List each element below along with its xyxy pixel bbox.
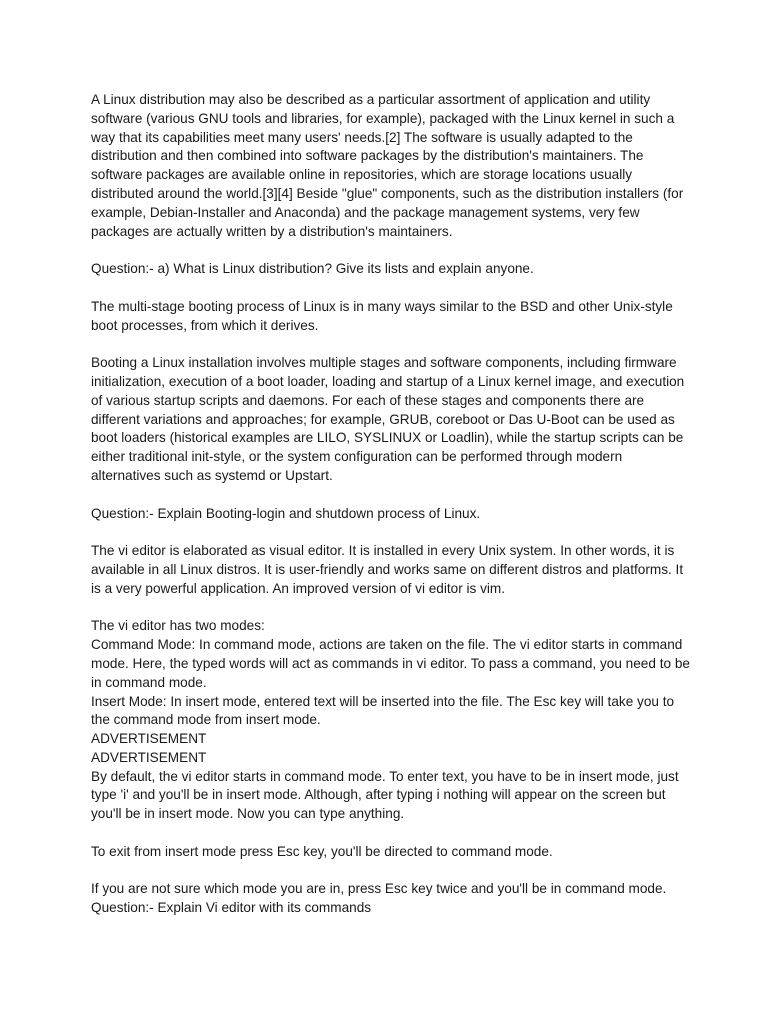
paragraph-gap — [91, 824, 691, 843]
paragraph-vi-editor: The vi editor is elaborated as visual editor. It is installed in every Unix system. In other words, it is available in all Linux distros. It is user-friendly and works same on different distros and platforms. It is a very powerful application. An improved version of vi editor is vim. — [91, 543, 684, 596]
paragraph-gap — [91, 486, 691, 505]
document-body — [91, 91, 691, 918]
paragraph-booting-details: Booting a Linux installation involves multiple stages and software components, including firmware initialization, execution of a boot loader, loading and startup of a Linux kernel image, and execution of various startup scripts and daemons. For each of these stages and components there are different variations and approaches; for example, GRUB, coreboot or Das U-Boot can be used as boot loaders (historical examples are LILO, SYSLINUX or Loadlin), while the startup scripts can be either traditional init-style, or the system configuration can be performed through modern alternatives such as systemd or Upstart. — [91, 355, 685, 483]
paragraph-default-mode: By default, the vi editor starts in command mode. To enter text, you have to be in insert mode, just type 'i' and you'll be in insert mode. Although, after typing i nothing will appear on the screen but you'll be in insert mode. Now you can type anything. — [91, 768, 679, 822]
question-linux-distribution: Question:- a) What is Linux distribution? Give its lists and explain anyone. — [91, 261, 534, 277]
paragraph-gap — [91, 862, 691, 881]
paragraph-booting-intro: The multi-stage booting process of Linux is in many ways similar to the BSD and other Unix-style boot processes, from which it derives. — [91, 298, 673, 333]
paragraph-linux-distribution: A Linux distribution may also be described as a particular assortment of application and utility software (various GNU tools and libraries, for example), packaged with the Linux kernel in such a way that its capabilities meet many users' needs.[2] The software is usually adapted to the distribution and then combined into software packages by the distribution's maintainers. The software packages are available online in repositories, which are storage locations usually distributed around the world.[3][4] Beside "glue" components, such as the distribution installers (for example, Debian-Installer and Anaconda) and the package management systems, very few packages are actually written by a distribution's maintainers. — [91, 92, 684, 239]
paragraph-gap — [91, 523, 691, 542]
paragraph-command-mode: Command Mode: In command mode, actions are taken on the file. The vi editor starts in command mode. Here, the typed words will act as commands in vi editor. To pass a command, you need to be in command mode. — [91, 637, 690, 690]
paragraph-gap — [91, 279, 691, 298]
paragraph-gap — [91, 241, 691, 260]
paragraph-vi-modes-intro: The vi editor has two modes: — [91, 618, 265, 634]
paragraph-unsure-mode: If you are not sure which mode you are in, press Esc key twice and you'll be in command mode. — [91, 881, 667, 897]
paragraph-exit-insert: To exit from insert mode press Esc key, you'll be directed to command mode. — [91, 843, 553, 859]
paragraph-insert-mode: Insert Mode: In insert mode, entered text will be inserted into the file. The Esc key will take you to the command mode from insert mode. — [91, 693, 675, 728]
advertisement-label: ADVERTISEMENT — [91, 749, 207, 765]
question-booting: Question:- Explain Booting-login and shutdown process of Linux. — [91, 505, 481, 521]
paragraph-gap — [91, 599, 691, 618]
question-vi-editor: Question:- Explain Vi editor with its commands — [91, 900, 372, 916]
paragraph-gap — [91, 335, 691, 354]
advertisement-label: ADVERTISEMENT — [91, 731, 207, 747]
